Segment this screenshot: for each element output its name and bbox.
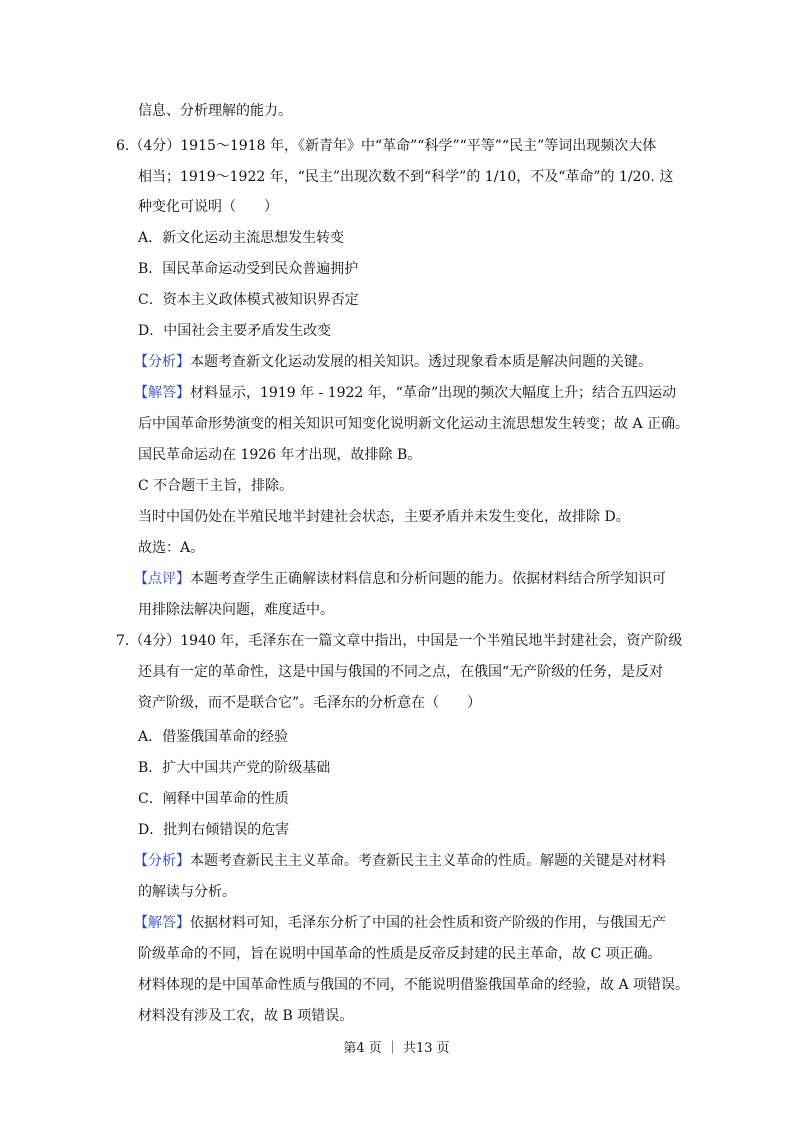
q6-answer-line-1: 材料显示，1919 年 - 1922 年，“革命”出现的频次大幅度上升；结合五四运动 <box>190 385 677 401</box>
q6-analysis <box>134 353 652 371</box>
page-footer: 第4 页 ｜ 共13 页 <box>343 1041 450 1056</box>
q6-comment-line-2: 用排除法解决问题，难度适中。 <box>138 602 334 618</box>
q6-answer-line-6: 故选：A。 <box>138 540 205 556</box>
q6-analysis-text: 本题考查新文化运动发展的相关知识。透过现象看本质是解决问题的关键。 <box>190 354 652 370</box>
q7-answer-line-1: 依据材料可知，毛泽东分析了中国的社会性质和资产阶级的作用，与俄国无产 <box>190 915 666 931</box>
q7-option-c: C．阐释中国革命的性质 <box>138 791 289 807</box>
analysis-tag: 【分析】 <box>134 853 190 869</box>
q7-option-b: B．扩大中国共产党的阶级基础 <box>138 760 331 776</box>
q6-stem-line-1: 6.（4分）1915～1918 年，《新青年》中“革命”“科学”“平等”“民主”等词出现频次大体 <box>116 138 657 154</box>
q6-answer-line-3: 国民革命运动在 1926 年才出现，故排除 B。 <box>138 447 422 463</box>
q7-stem-line-2: 还具有一定的革命性，这是中国与俄国的不同之点，在俄国“无产阶级的任务，是反对 <box>138 664 664 680</box>
q7-answer <box>134 914 666 932</box>
q6-answer <box>134 384 676 402</box>
q6-stem-line-3: 种变化可说明（ ） <box>138 199 278 215</box>
q6-option-a: A．新文化运动主流思想发生转变 <box>138 230 345 246</box>
q7-answer-line-4: 材料没有涉及工农，故 B 项错误。 <box>138 1008 354 1024</box>
q7-answer-line-2: 阶级革命的不同，旨在说明中国革命的性质是反帝反封建的民主革命，故 C 项正确。 <box>138 946 662 962</box>
answer-tag: 【解答】 <box>134 915 190 931</box>
q6-option-d: D．中国社会主要矛盾发生改变 <box>138 323 332 339</box>
q7-analysis-line-1: 本题考查新民主主义革命。考查新民主主义革命的性质。解题的关键是对材料 <box>190 853 666 869</box>
q7-option-a: A．借鉴俄国革命的经验 <box>138 729 289 745</box>
q6-option-c: C．资本主义政体模式被知识界否定 <box>138 292 359 308</box>
q6-answer-line-2: 后中国革命形势演变的相关知识可知变化说明新文化运动主流思想发生转变；故 A 正确。 <box>138 416 690 432</box>
q6-comment <box>134 570 666 588</box>
q7-answer-line-3: 材料体现的是中国革命性质与俄国的不同，不能说明借鉴俄国革命的经验，故 A 项错误。 <box>138 977 690 993</box>
q6-stem-line-2: 相当；1919～1922 年，“民主”出现次数不到“科学”的 1/10，不及“革命”的 1/20. 这 <box>138 169 674 185</box>
analysis-tag: 【分析】 <box>134 354 190 370</box>
q6-answer-line-4: C 不合题干主旨，排除。 <box>138 478 294 494</box>
q7-analysis <box>134 852 666 870</box>
q7-analysis-line-2: 的解读与分析。 <box>138 884 236 900</box>
q6-comment-line-1: 本题考查学生正确解读材料信息和分析问题的能力。依据材料结合所学知识可 <box>190 571 666 587</box>
answer-tag: 【解答】 <box>134 385 190 401</box>
q7-stem-line-1: 7.（4分）1940 年，毛泽东在一篇文章中指出，中国是一个半殖民地半封建社会，资产阶级 <box>116 633 683 649</box>
q7-stem-line-3: 资产阶级，而不是联合它”。毛泽东的分析意在（ ） <box>138 695 482 711</box>
comment-tag: 【点评】 <box>134 571 190 587</box>
intro-tail: 信息、分析理解的能力。 <box>138 103 292 119</box>
q6-option-b: B．国民革命运动受到民众普遍拥护 <box>138 261 359 277</box>
q6-answer-line-5: 当时中国仍处在半殖民地半封建社会状态，主要矛盾并未发生变化，故排除 D。 <box>138 509 630 525</box>
q7-option-d: D．批判右倾错误的危害 <box>138 822 290 838</box>
